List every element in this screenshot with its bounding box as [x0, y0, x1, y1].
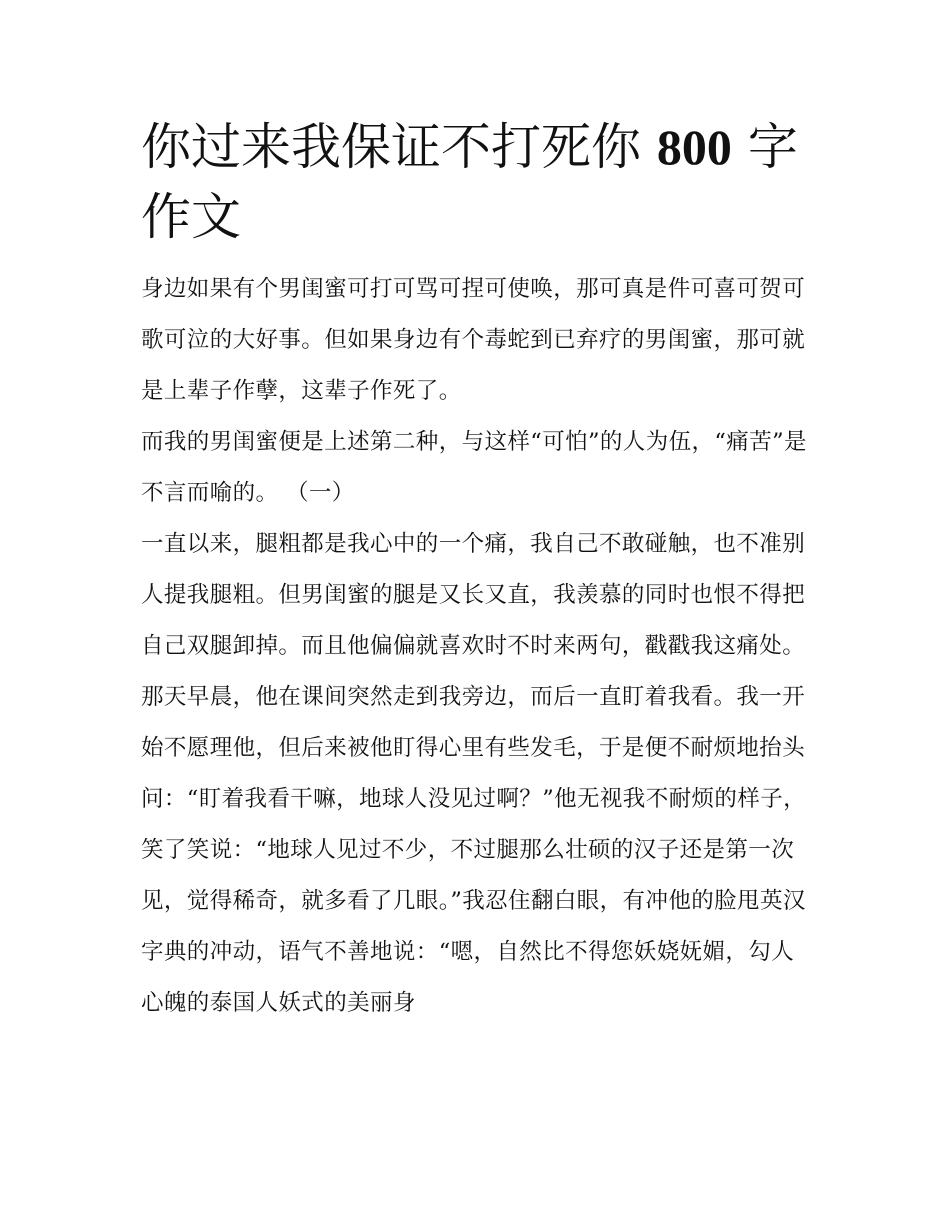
- document-title: [141, 112, 813, 252]
- document-page: [141, 112, 813, 1029]
- title-number: 800: [656, 119, 732, 175]
- paragraph-2: 而我的男闺蜜便是上述第二种，与这样“可怕”的人为伍，“痛苦”是不言而喻的。 （一）: [141, 429, 807, 506]
- paragraph-4: 那天早晨，他在课间突然走到我旁边，而后一直盯着我看。我一开始不愿理他，但后来被他盯得心里有些发毛，于是便不耐烦地抬头问：“盯着我看干嘛，地球人没见过啊？”他无视我不耐烦的样子，笑了笑说：“地球人见过不少，不过腿那么壮硕的汉子还是第一次见，觉得稀奇，就多看了几眼。”我忍住翻白眼，有冲他的脸甩英汉字典的冲动，语气不善地说：“嗯，自然比不得您妖娆妩媚，勾人心魄的泰国人妖式的美丽身: [141, 684, 807, 1016]
- title-text: 你过来我保证不打死你: [141, 118, 641, 176]
- title-text-end: 字作文: [141, 118, 798, 246]
- paragraph-3: 一直以来，腿粗都是我心中的一个痛，我自己不敢碰触，也不准别人提我腿粗。但男闺蜜的腿是又长又直，我羡慕的同时也恨不得把自己双腿卸掉。而且他偏偏就喜欢时不时来两句，戳戳我这痛处。: [141, 531, 806, 659]
- paragraph-1: 身边如果有个男闺蜜可打可骂可捏可使唤，那可真是件可喜可贺可歌可泣的大好事。但如果身边有个毒蛇到已弃疗的男闺蜜，那可就是上辈子作孽，这辈子作死了。: [141, 276, 806, 404]
